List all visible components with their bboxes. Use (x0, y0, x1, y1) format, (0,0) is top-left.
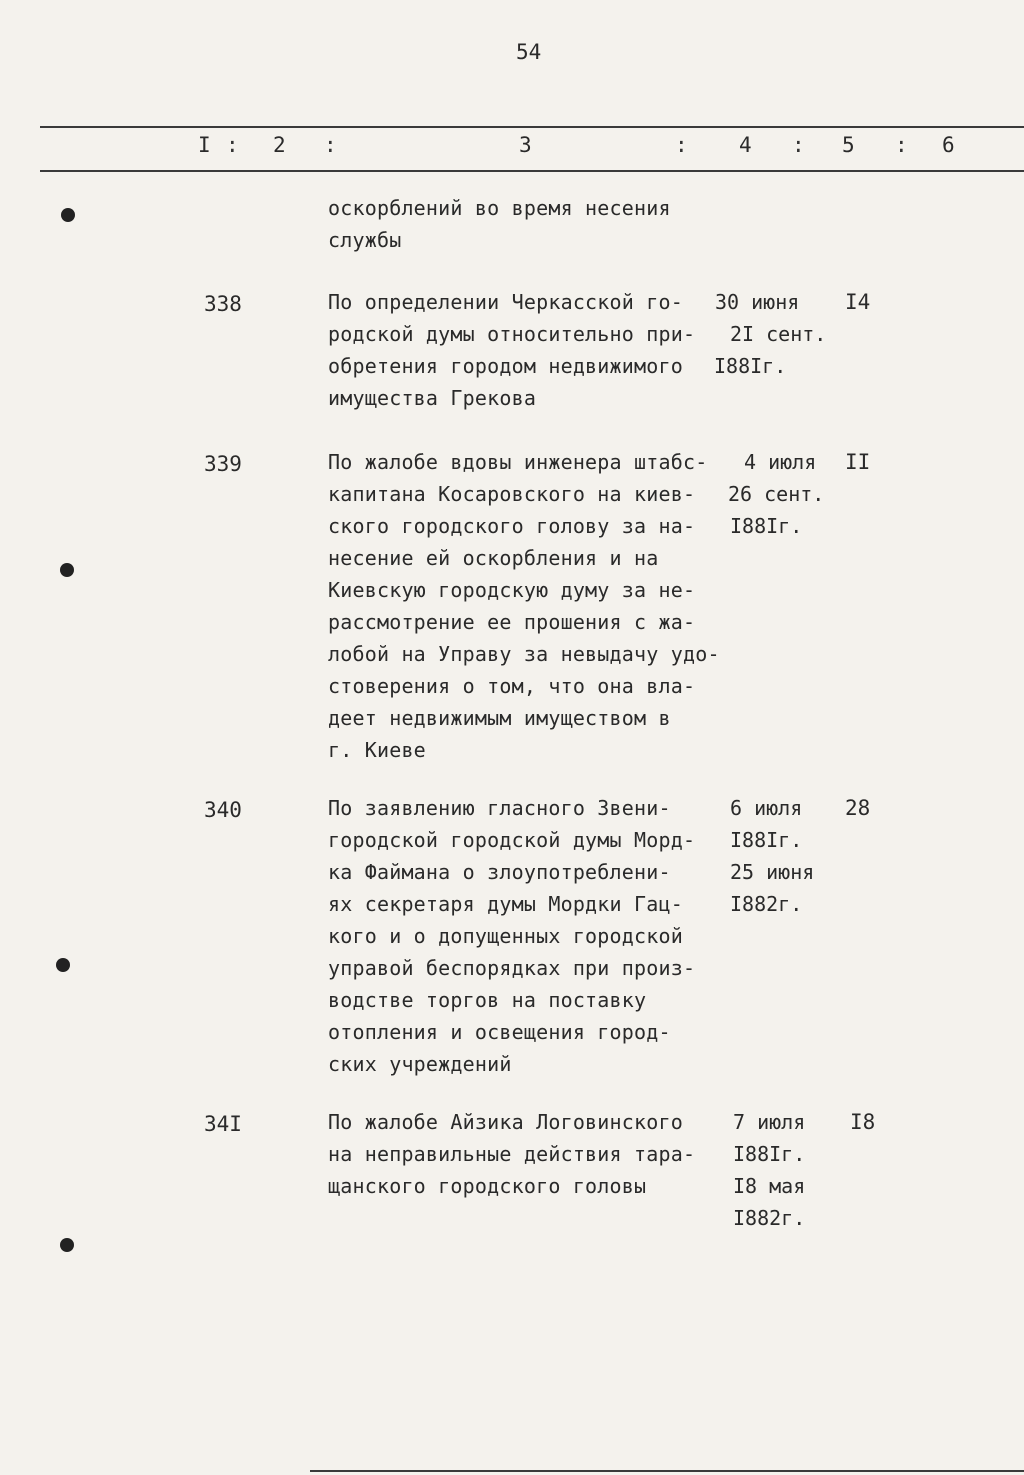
entry-339-text-line: Киевскую городскую думу за не- (328, 578, 696, 602)
entry-339-date: 26 сент. (728, 482, 825, 506)
punch-hole (60, 1238, 74, 1252)
continuation-line: оскорблений во время несения (328, 196, 671, 220)
punch-hole (60, 563, 74, 577)
entry-339-page-count: II (845, 450, 871, 474)
entry-341-text-line: По жалобе Айзика Логовинского (328, 1110, 683, 1134)
col-header-3: 3 (519, 133, 532, 157)
col-header-1: I (198, 133, 211, 157)
entry-338-date: 2I сент. (730, 322, 827, 346)
header-top-rule (40, 126, 1024, 128)
col-header-4: 4 (739, 133, 752, 157)
entry-338-text-line: обретения городом недвижимого (328, 354, 683, 378)
entry-341-text-line: щанского городского головы (328, 1174, 647, 1198)
entry-341-date: I88Iг. (733, 1142, 806, 1166)
punch-hole (56, 958, 70, 972)
entry-339-text-line: ского городского голову за на- (328, 514, 696, 538)
punch-hole (61, 208, 75, 222)
bottom-rule (310, 1470, 1024, 1472)
entry-339-text-line: лобой на Управу за невыдачу удо- (328, 642, 720, 666)
entry-340-text-line: ских учреждений (328, 1052, 512, 1076)
entry-number-341: 34I (204, 1112, 242, 1136)
entry-340-page-count: 28 (845, 796, 871, 820)
entry-338-page-count: I4 (845, 290, 871, 314)
entry-340-text-line: городской городской думы Морд- (328, 828, 696, 852)
entry-341-page-count: I8 (850, 1110, 876, 1134)
col-header-2: 2 (273, 133, 286, 157)
entry-339-text-line: деет недвижимым имуществом в (328, 706, 671, 730)
col-separator: : (792, 133, 805, 157)
entry-340-date: 25 июня (730, 860, 815, 884)
entry-341-date: I882г. (733, 1206, 806, 1230)
col-header-5: 5 (842, 133, 855, 157)
entry-number-340: 340 (204, 798, 242, 822)
col-header-6: 6 (942, 133, 955, 157)
col-separator: : (895, 133, 908, 157)
entry-338-date: 30 июня (715, 290, 800, 314)
col-separator: : (675, 133, 688, 157)
entry-338-date: I88Iг. (714, 354, 787, 378)
entry-339-text-line: По жалобе вдовы инженера штабс- (328, 450, 708, 474)
entry-338-text-line: имущества Грекова (328, 386, 537, 410)
entry-number-338: 338 (204, 292, 242, 316)
col-separator: : (226, 133, 239, 157)
entry-340-text-line: отопления и освещения город- (328, 1020, 671, 1044)
entry-340-text-line: ка Файмана о злоупотреблени- (328, 860, 671, 884)
entry-340-text-line: По заявлению гласного Звени- (328, 796, 671, 820)
page-number: 54 (516, 40, 542, 64)
entry-339-text-line: рассмотрение ее прошения с жа- (328, 610, 696, 634)
entry-341-text-line: на неправильные действия тара- (328, 1142, 696, 1166)
entry-340-text-line: кого и о допущенных городской (328, 924, 683, 948)
entry-340-text-line: водстве торгов на поставку (328, 988, 647, 1012)
entry-339-date: I88Iг. (730, 514, 803, 538)
entry-339-date: 4 июля (744, 450, 817, 474)
entry-340-date: I882г. (730, 892, 803, 916)
entry-340-text-line: управой беспорядках при произ- (328, 956, 696, 980)
entry-number-339: 339 (204, 452, 242, 476)
continuation-line: службы (328, 228, 402, 252)
entry-339-text-line: стоверения о том, что она вла- (328, 674, 696, 698)
entry-341-date: 7 июля (733, 1110, 806, 1134)
entry-339-text-line: капитана Косаровского на киев- (328, 482, 696, 506)
col-separator: : (324, 133, 337, 157)
entry-341-date: I8 мая (733, 1174, 806, 1198)
entry-340-date: I88Iг. (730, 828, 803, 852)
entry-338-text-line: По определении Черкасской го- (328, 290, 683, 314)
entry-340-text-line: ях секретаря думы Мордки Гац- (328, 892, 683, 916)
header-bottom-rule (40, 170, 1024, 172)
entry-340-date: 6 июля (730, 796, 803, 820)
entry-338-text-line: родской думы относительно при- (328, 322, 696, 346)
entry-339-text-line: несение ей оскорбления и на (328, 546, 659, 570)
entry-339-text-line: г. Киеве (328, 738, 426, 762)
